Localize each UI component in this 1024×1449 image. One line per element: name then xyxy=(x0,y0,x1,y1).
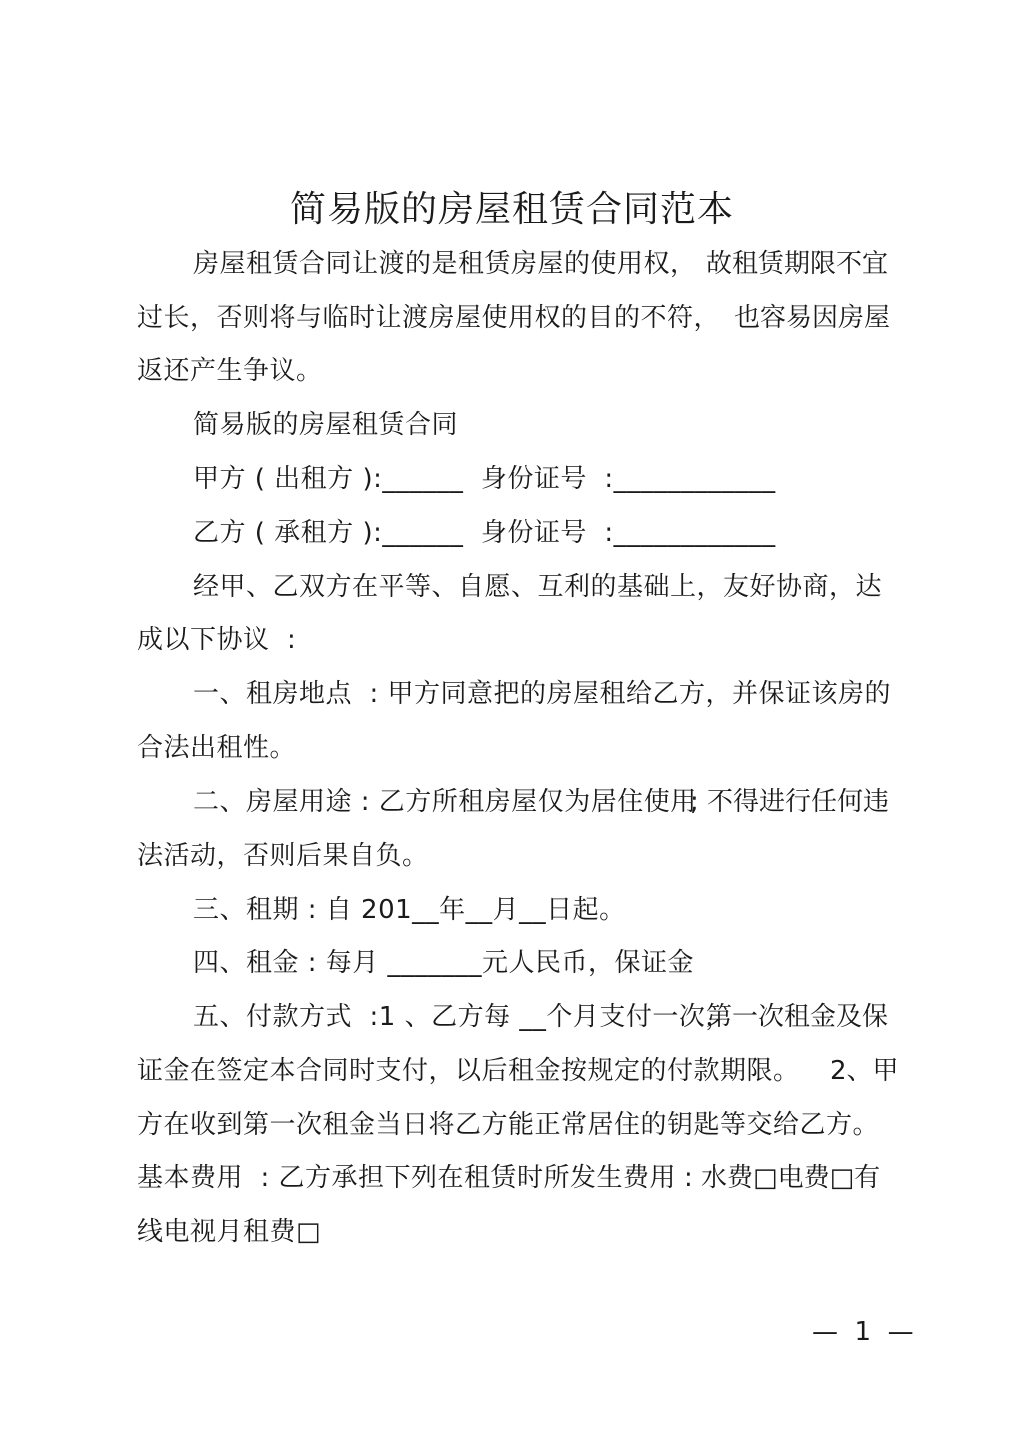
clause-5-line-3: 方在收到第一次租金当日将乙方能正常居住的钥匙等交给乙方。 xyxy=(137,1110,880,1140)
clause-3-line: 三、租期 : 自 201__年__月__日起。 xyxy=(193,895,626,925)
clause-2-line-1b: ; 不得进行任何违 xyxy=(690,787,890,817)
clause-2-line-1a: 二、房屋用途 : 乙方所租房屋仅为居住使用 xyxy=(193,787,697,817)
agreement-line-1: 经甲、乙双方在平等、自愿、互利的基础上，友好协商，达 xyxy=(193,572,883,602)
intro-line-2b: 也容易因房屋 xyxy=(734,303,891,333)
intro-line-1a: 房屋租赁合同让渡的是租赁房屋的使用权， xyxy=(193,249,697,279)
agreement-line-2: 成以下协议 : xyxy=(137,625,297,655)
clause-1-line-1: 一、租房地点 : 甲方同意把的房屋租给乙方，并保证该房的 xyxy=(193,679,892,709)
party-b-line: 乙方 ( 承租方 ):______ 身份证号 :____________ xyxy=(193,518,776,548)
clause-2-line-2: 法活动，否则后果自负。 xyxy=(137,841,429,871)
intro-line-1b: 故租赁期限不宜 xyxy=(706,249,889,279)
clause-5-line-1b: 第一次租金及保 xyxy=(706,1002,889,1032)
clause-5-line-2a: 证金在签定本合同时支付，以后租金按规定的付款期限。 xyxy=(137,1056,800,1086)
intro-line-3: 返还产生争议。 xyxy=(137,356,323,386)
contract-subtitle: 简易版的房屋租赁合同 xyxy=(193,410,459,440)
page-number: — 1 — xyxy=(812,1317,914,1347)
fees-line-1a: 基本费用 : 乙方承担下列在租赁时所发生费用 xyxy=(137,1163,677,1193)
document-title: 简易版的房屋租赁合同范本 xyxy=(289,189,734,230)
clause-4-line: 四、租金 : 每月 _______元人民币，保证金 xyxy=(193,948,695,978)
fees-line-1b: : 水费□电费□有 xyxy=(684,1163,881,1193)
clause-5-line-2b: 2、甲 xyxy=(830,1056,899,1086)
intro-line-2a: 过长，否则将与临时让渡房屋使用权的目的不符， xyxy=(137,303,721,333)
clause-5-line-1a: 五、付款方式 :1 、乙方每 __个月支付一次， xyxy=(193,1002,732,1032)
clause-1-line-2: 合法出租性。 xyxy=(137,733,297,763)
party-a-line: 甲方 ( 出租方 ):______ 身份证号 :____________ xyxy=(193,464,776,494)
fees-line-2: 线电视月租费□ xyxy=(137,1217,322,1247)
